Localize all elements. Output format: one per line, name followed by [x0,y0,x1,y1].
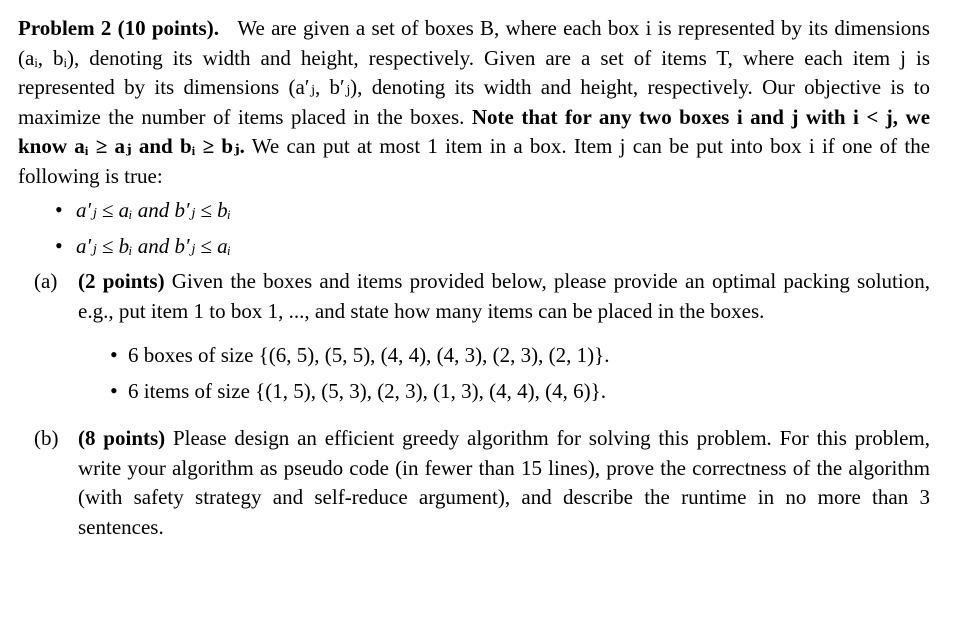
problem-note: Note that for any two boxes i and j with i < j, we know aᵢ ≥ aⱼ and bᵢ ≥ bⱼ. [18,104,931,158]
items-item: • 6 items of size {(1, 5), (5, 3), (2, 3), (1, 3), (4, 4), (4, 6)}. [78,376,930,406]
problem-intro-1: We are given a set of boxes B, where each box i is represented by its dimensions (aᵢ, bᵢ), denoting its width and height, respectively. Given are a set of items T, where each item j is represented by its dimensions (a′ⱼ, b′ⱼ), denoting its width and height, respectively. Our objective is to maximize the number of items placed in the boxes. [18,16,930,129]
part-a-text: (2 points) Given the boxes and items provided below, please provide an optimal packing solution, e.g., put item 1 to box 1, ..., and state how many items can be placed in the boxes. [78,269,930,323]
part-a [18,267,930,406]
problem-statement [18,14,930,191]
problem-heading: Problem 2 (10 points). [18,16,219,40]
problem-intro-2: We can put at most 1 item in a box. Item j can be put into box i if one of the following is true: [18,134,931,188]
boxes-item: • 6 boxes of size {(6, 5), (5, 5), (4, 4), (4, 3), (2, 3), (2, 1)}. [78,340,930,370]
part-a-label: (a) [34,269,58,293]
part-b [18,424,930,542]
condition-item: • a′ⱼ ≤ aᵢ and b′ⱼ ≤ bᵢ [18,195,930,225]
part-b-points: (8 points) [78,426,166,450]
part-a-points: (2 points) [78,269,165,293]
part-b-label: (b) [34,426,59,450]
part-b-text: (8 points) Please design an efficient greedy algorithm for solving this problem. For this problem, write your algorithm as pseudo code (in fewer than 15 lines), prove the correctness of the algorithm (with safety strategy and self-reduce argument), and describe the runtime in no more than 3 sentences. [78,426,930,539]
condition-item: • a′ⱼ ≤ bᵢ and b′ⱼ ≤ aᵢ [18,231,930,261]
part-a-data-list [78,340,930,406]
condition-list [18,195,930,261]
